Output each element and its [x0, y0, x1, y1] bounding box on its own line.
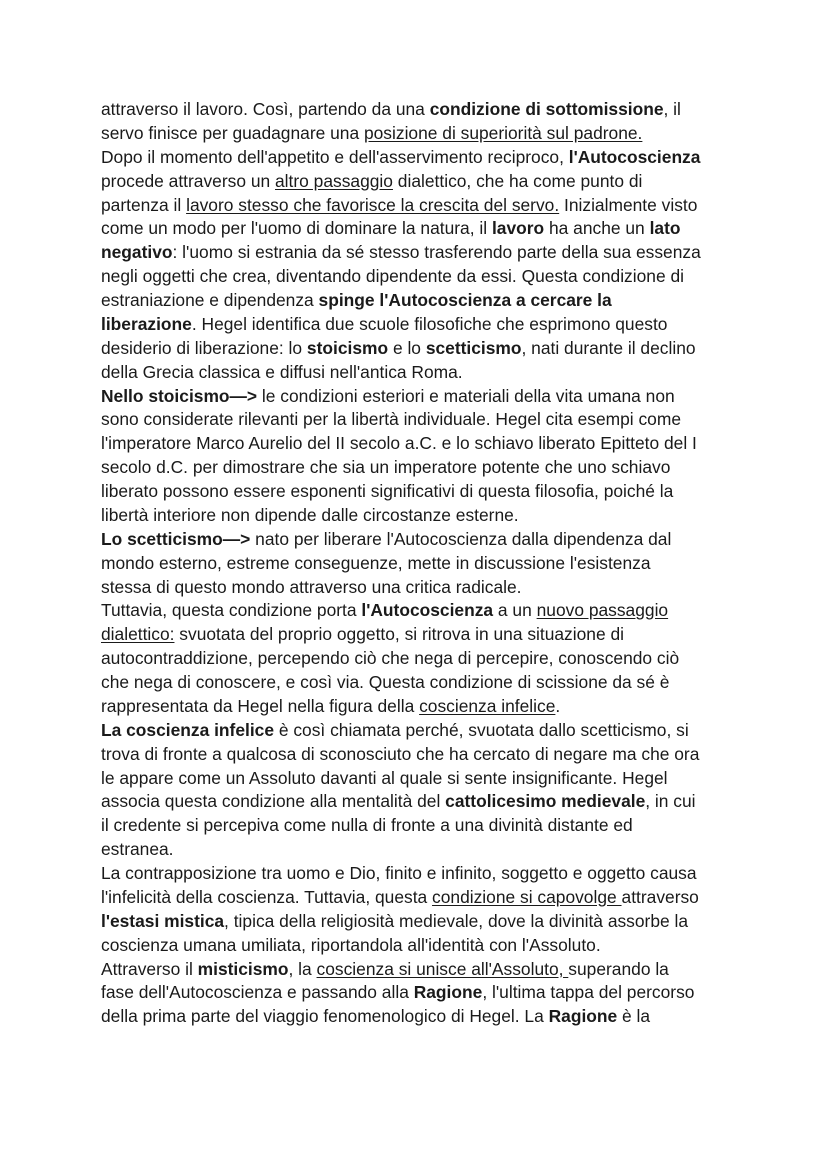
text-segment: attraverso	[621, 886, 699, 907]
bold-text: cattolicesimo medievale	[445, 791, 646, 812]
text-segment: fase dell'Autocoscienza e passando alla	[101, 982, 414, 1003]
bold-text: spinge l'Autocoscienza a cercare la	[318, 290, 612, 310]
text-segment: le appare come un Assoluto davanti al quale si sente insignificante. Hegel	[101, 767, 668, 788]
text-line	[101, 576, 741, 600]
text-segment: . Hegel identifica due scuole filosofiche che esprimono questo	[191, 313, 668, 334]
text-line	[101, 552, 741, 576]
text-segment: come un modo per l'uomo di dominare la natura, il	[101, 218, 492, 239]
text-line	[101, 814, 741, 838]
bold-text: scetticismo	[425, 337, 522, 358]
text-segment: estraniazione e dipendenza	[101, 290, 319, 310]
bold-text: Ragione	[413, 982, 483, 1003]
text-segment: Inizialmente visto	[559, 194, 698, 215]
text-line	[101, 289, 741, 313]
text-line	[101, 958, 741, 982]
text-segment: Tuttavia, questa condizione porta	[101, 600, 362, 621]
text-segment: sono considerate rilevanti per la libertà individuale. Hegel cita esempi come	[101, 409, 681, 430]
bold-text: l'estasi mistica	[101, 910, 225, 931]
text-line	[101, 599, 741, 623]
document-body	[101, 98, 741, 1029]
text-segment: dialettico, che ha come punto di	[392, 170, 643, 191]
text-segment: a un	[493, 600, 537, 621]
text-segment: .	[555, 695, 561, 716]
bold-text: condizione di sottomissione	[429, 99, 664, 119]
text-segment: attraverso il lavoro. Così, partendo da una	[101, 99, 430, 119]
text-line	[101, 385, 741, 409]
text-segment: Attraverso il	[101, 958, 198, 979]
text-segment: è così chiamata perché, svuotata dallo scetticismo, si	[274, 719, 689, 740]
bold-text: stoicismo	[306, 337, 389, 358]
text-segment: , l'ultima tappa del percorso	[482, 982, 695, 1003]
bold-text: lavoro	[491, 218, 545, 239]
text-line	[101, 1005, 741, 1029]
text-segment: , tipica della religiosità medievale, dove la divinità assorbe la	[224, 910, 689, 931]
text-segment: negli oggetti che crea, diventando dipendente da essi. Questa condizione di	[101, 266, 684, 287]
text-segment: le condizioni esteriori e materiali della vita umana non	[257, 385, 675, 406]
text-line	[101, 671, 741, 695]
text-line	[101, 528, 741, 552]
text-line	[101, 337, 741, 361]
bold-text: La coscienza infelice	[101, 719, 275, 740]
text-line	[101, 122, 741, 146]
underlined-text: condizione si capovolge	[432, 886, 622, 907]
text-segment: autocontraddizione, percependo ciò che nega di percepire, conoscendo ciò	[101, 648, 680, 669]
text-line	[101, 767, 741, 791]
text-segment: della prima parte del viaggio fenomenologico di Hegel. La	[101, 1006, 549, 1027]
text-line	[101, 217, 741, 241]
text-line	[101, 910, 741, 934]
underlined-text: nuovo passaggio	[536, 600, 669, 621]
text-segment: che nega di conoscere, e così via. Questa condizione di scissione da sé è	[101, 672, 670, 692]
underlined-text: coscienza infelice	[419, 695, 556, 716]
text-segment: libertà interiore non dipende dalle circostanze esterne.	[101, 504, 519, 525]
text-segment: Dopo il momento dell'appetito e dell'asservimento reciproco,	[101, 146, 569, 167]
text-segment: procede attraverso un	[101, 170, 276, 191]
text-segment: superando la	[568, 958, 669, 979]
text-segment: l'imperatore Marco Aurelio del II secolo a.C. e lo schiavo liberato Epitteto del I	[101, 433, 697, 454]
underlined-text: posizione di superiorità sul padrone.	[363, 122, 643, 143]
text-line	[101, 313, 741, 337]
text-line	[101, 862, 741, 886]
text-segment: estranea.	[101, 839, 174, 860]
text-line	[101, 194, 741, 218]
text-line	[101, 934, 741, 958]
text-line	[101, 623, 741, 647]
text-line	[101, 170, 741, 194]
bold-text: Ragione	[548, 1006, 618, 1027]
text-line	[101, 981, 741, 1005]
text-segment: svuotata del proprio oggetto, si ritrova in una situazione di	[174, 624, 624, 645]
text-line	[101, 265, 741, 289]
text-segment: coscienza umana umiliata, riportandola all'identità con l'Assoluto.	[101, 934, 601, 955]
bold-text: Lo scetticismo—>	[101, 528, 251, 549]
text-segment: nato per liberare l'Autocoscienza dalla dipendenza dal	[250, 528, 672, 549]
text-segment: : l'uomo si estrania da sé stesso trasferendo parte della sua essenza	[172, 242, 701, 263]
text-line	[101, 408, 741, 432]
text-line	[101, 743, 741, 767]
text-segment: rappresentata da Hegel nella figura della	[101, 695, 420, 716]
text-segment: desiderio di liberazione: lo	[101, 337, 307, 358]
text-segment: liberato possono essere esponenti significativi di questa filosofia, poiché la	[101, 481, 674, 501]
text-segment: trova di fronte a qualcosa di sconosciuto che ha cercato di negare ma che ora	[101, 743, 700, 764]
text-segment: mondo esterno, estreme conseguenze, mette in discussione l'esistenza	[101, 552, 651, 573]
bold-text: liberazione	[101, 313, 192, 334]
bold-text: lato	[649, 218, 681, 239]
text-segment: partenza il	[101, 194, 187, 215]
text-segment: della Grecia classica e diffusi nell'antica Roma.	[101, 361, 463, 382]
underlined-text: coscienza si unisce all'Assoluto,	[316, 958, 569, 979]
text-line	[101, 504, 741, 528]
text-segment: , la	[288, 958, 317, 979]
text-segment: stessa di questo mondo attraverso una critica radicale.	[101, 576, 522, 597]
text-segment: secolo d.C. per dimostrare che sia un imperatore potente che uno schiavo	[101, 457, 671, 478]
text-line	[101, 695, 741, 719]
bold-text: negativo	[101, 242, 173, 263]
text-line	[101, 886, 741, 910]
text-line	[101, 98, 741, 122]
text-segment: servo finisce per guadagnare una	[101, 122, 364, 143]
bold-text: misticismo	[197, 958, 289, 979]
text-line	[101, 480, 741, 504]
underlined-text: altro passaggio	[275, 170, 393, 191]
text-line	[101, 647, 741, 671]
text-line	[101, 838, 741, 862]
text-segment: il credente si percepiva come nulla di fronte a una divinità distante ed	[101, 815, 633, 836]
text-segment: , in cui	[645, 791, 696, 812]
underlined-text: dialettico:	[101, 624, 175, 645]
text-segment: ha anche un	[544, 218, 650, 239]
text-segment: , nati durante il declino	[521, 337, 696, 358]
text-segment: , il	[663, 99, 681, 119]
text-line	[101, 432, 741, 456]
text-line	[101, 146, 741, 170]
text-segment: è la	[617, 1006, 651, 1027]
text-line	[101, 456, 741, 480]
underlined-text: lavoro stesso che favorisce la crescita del servo.	[186, 194, 560, 215]
bold-text: l'Autocoscienza	[568, 146, 701, 167]
bold-text: l'Autocoscienza	[361, 600, 494, 621]
text-line	[101, 719, 741, 743]
text-segment: La contrapposizione tra uomo e Dio, finito e infinito, soggetto e oggetto causa	[101, 863, 697, 883]
text-segment: l'infelicità della coscienza. Tuttavia, questa	[101, 886, 433, 907]
text-line	[101, 361, 741, 385]
text-line	[101, 790, 741, 814]
text-line	[101, 241, 741, 265]
bold-text: Nello stoicismo—>	[101, 385, 258, 406]
text-segment: e lo	[388, 337, 426, 358]
text-segment: associa questa condizione alla mentalità del	[101, 791, 446, 812]
